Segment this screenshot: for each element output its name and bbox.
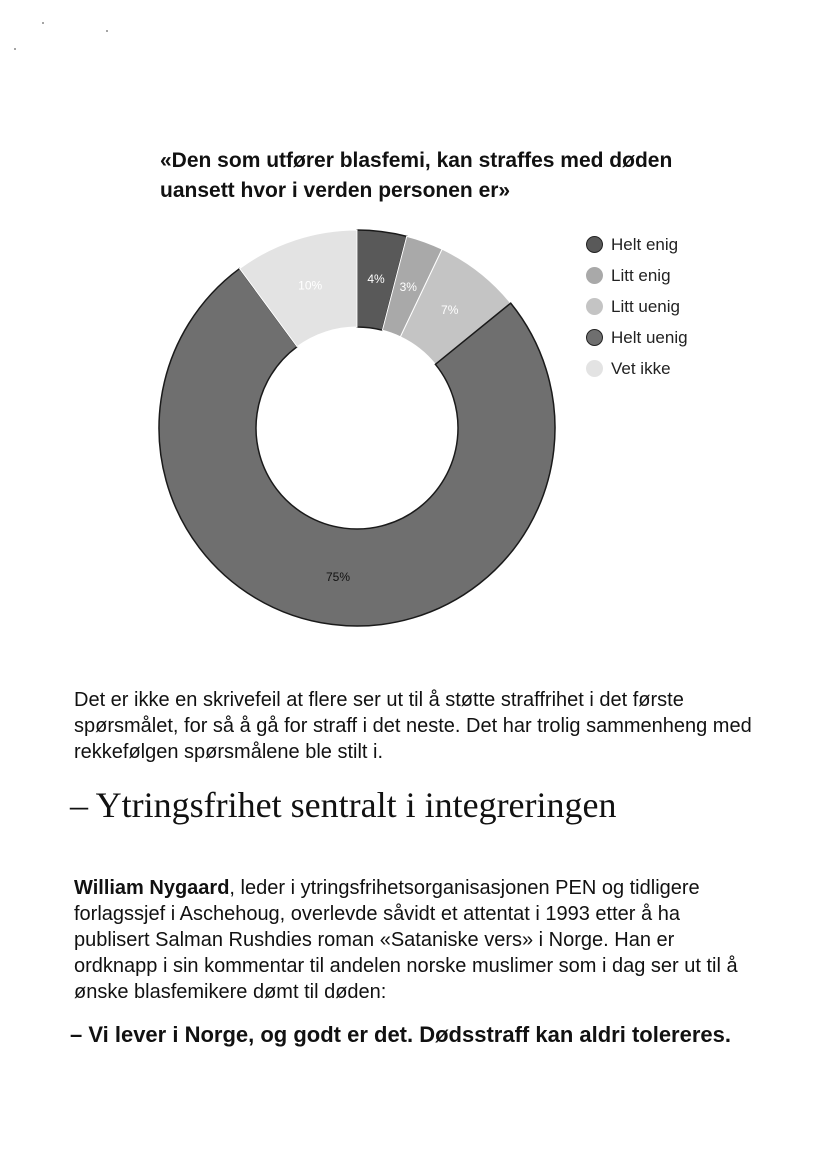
legend-swatch [586, 236, 603, 253]
donut-chart [155, 225, 560, 635]
legend-item-litt-enig [586, 260, 688, 291]
chart-legend [586, 229, 688, 384]
chart-title-line-1: «Den som utfører blasfemi, kan straffes med døden [160, 149, 673, 172]
legend-label: Helt enig [611, 234, 679, 254]
body-paragraph-2 [74, 875, 754, 1005]
section-heading: – Ytringsfrihet sentralt i integreringen [70, 785, 617, 825]
legend-label: Litt enig [611, 265, 671, 285]
legend-swatch [586, 267, 603, 284]
legend-swatch [586, 329, 603, 346]
slice-value-label: 4% [367, 272, 385, 287]
slice-value-label: 3% [399, 280, 417, 295]
legend-item-vet-ikke [586, 353, 688, 384]
legend-item-litt-uenig [586, 291, 688, 322]
legend-swatch [586, 360, 603, 377]
body-paragraph-1: Det er ikke en skrivefeil at flere ser ut til å støtte straffrihet i det første spørsmålet, for så å gå for straff i det neste. Det har trolig sammenheng med rekkefølgen spørsmålene ble stilt i. [74, 689, 752, 763]
chart-title [160, 146, 780, 206]
legend-label: Litt uenig [611, 296, 680, 316]
legend-swatch [586, 298, 603, 315]
legend-label: Helt uenig [611, 327, 688, 347]
legend-item-helt-enig [586, 229, 688, 260]
slice-value-label: 75% [325, 569, 351, 584]
legend-label: Vet ikke [611, 358, 671, 378]
slice-value-label: 10% [298, 278, 323, 293]
scan-speck [42, 22, 44, 24]
pull-quote: – Vi lever i Norge, og godt er det. Dødsstraff kan aldri tolereres. [70, 1022, 731, 1047]
paragraph-2-text: , leder i ytringsfrihetsorganisasjonen PEN og tidligere forlagssjef i Aschehoug, overlevde såvidt et attentat i 1993 etter å ha publisert Salman Rushdies roman «Sataniske vers» i Norge. Han er ordknapp i sin kommentar til andelen norske muslimer som i dag ser ut til å ønske blasfemikere dømt til døden: [74, 877, 738, 1003]
legend-item-helt-uenig [586, 322, 688, 353]
scan-speck [106, 30, 108, 32]
slice-value-label: 7% [441, 303, 459, 318]
scan-speck [14, 48, 16, 50]
person-name: William Nygaard [74, 877, 230, 899]
chart-title-line-2: uansett hvor i verden personen er» [160, 179, 511, 202]
